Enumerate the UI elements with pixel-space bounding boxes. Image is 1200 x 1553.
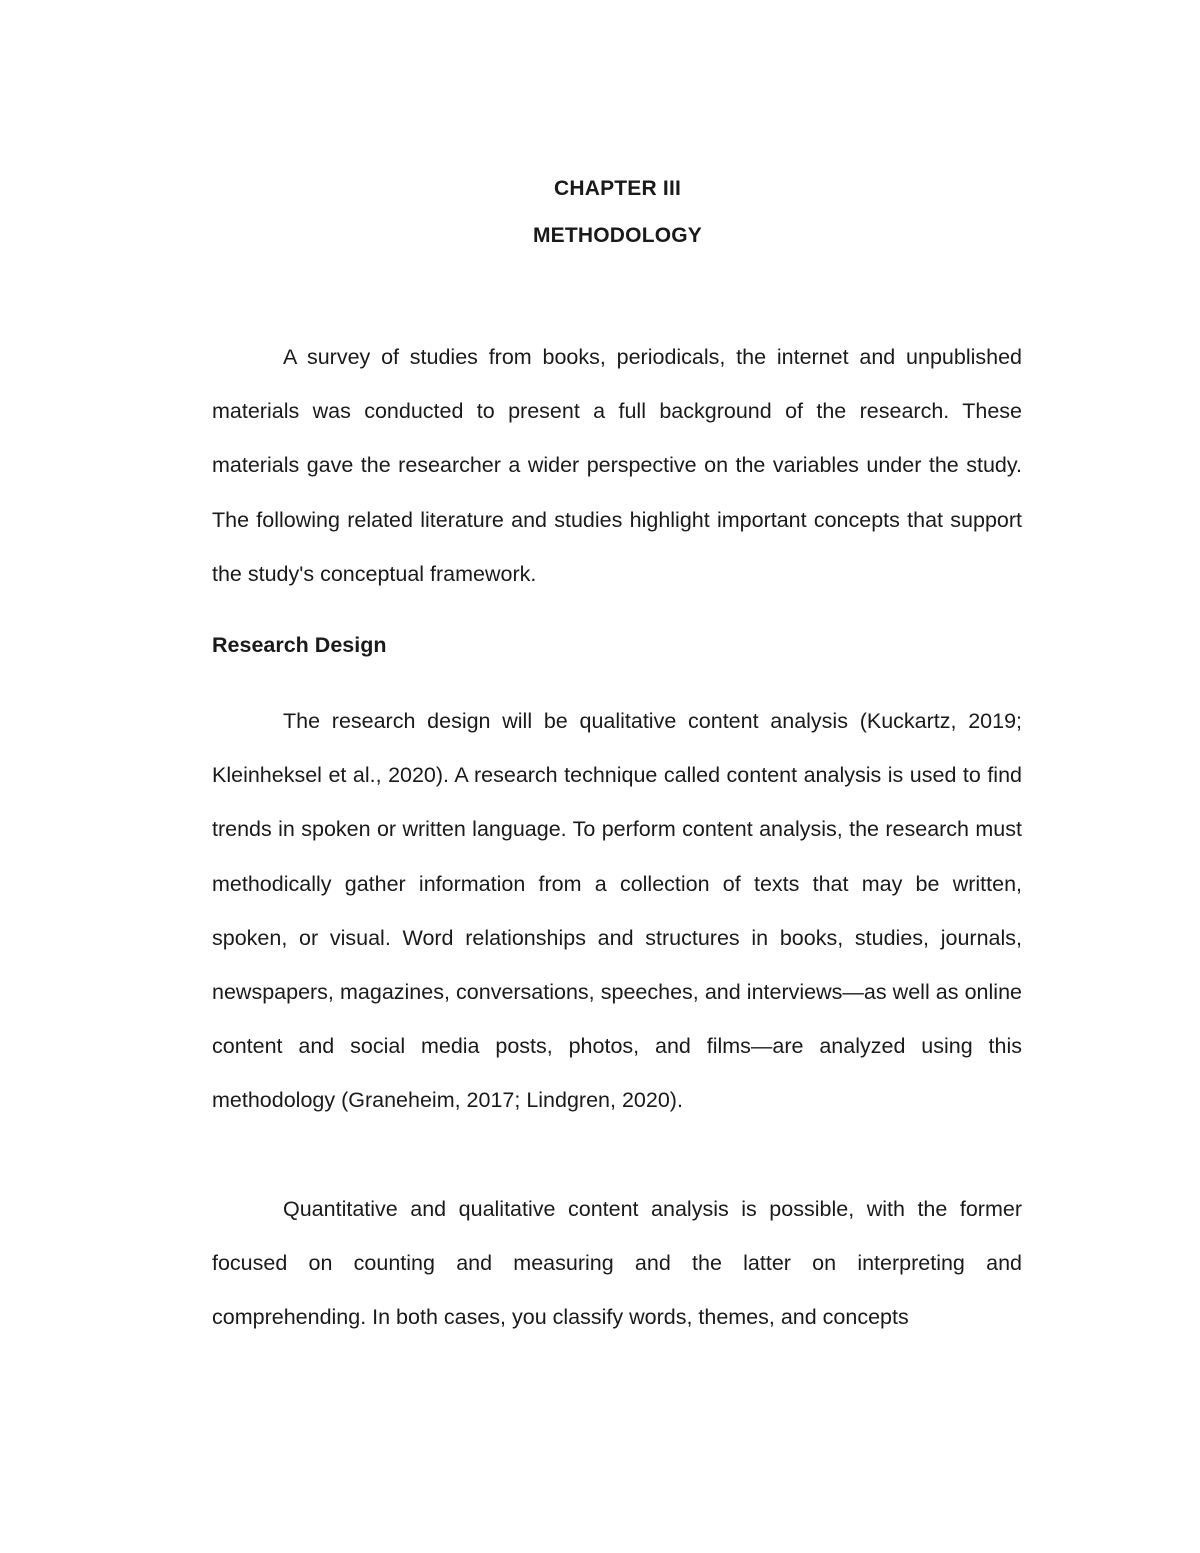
body-paragraph: Quantitative and qualitative content analysis is possible, with the former focused on counting and measuring and the latter on interpreting and comprehending. In both cases, you classify words, themes, and concepts: [212, 1197, 1022, 1330]
chapter-title: METHODOLOGY: [532, 224, 703, 247]
intro-paragraph: A survey of studies from books, periodicals, the internet and unpublished materials was conducted to present a full background of the research. These materials gave the researcher a wider perspective on the variables under the study. The following related literature and studies highlight important concepts that support the study's conceptual framework.: [212, 345, 1022, 586]
chapter-number: CHAPTER III: [553, 177, 682, 200]
body-paragraph: The research design will be qualitative content analysis (Kuckartz, 2019; Kleinheksel et al., 2020). A research technique called content analysis is used to find trends in spoken or written language. To perform content analysis, the research must methodically gather information from a collection of texts that may be written, spoken, or visual. Word relationships and structures in books, studies, journals, newspapers, magazines, conversations, speeches, and interviews—as well as online content and social media posts, photos, and films—are analyzed using this methodology (Graneheim, 2017; Lindgren, 2020).: [212, 709, 1022, 1113]
section-heading: Research Design: [212, 633, 387, 657]
